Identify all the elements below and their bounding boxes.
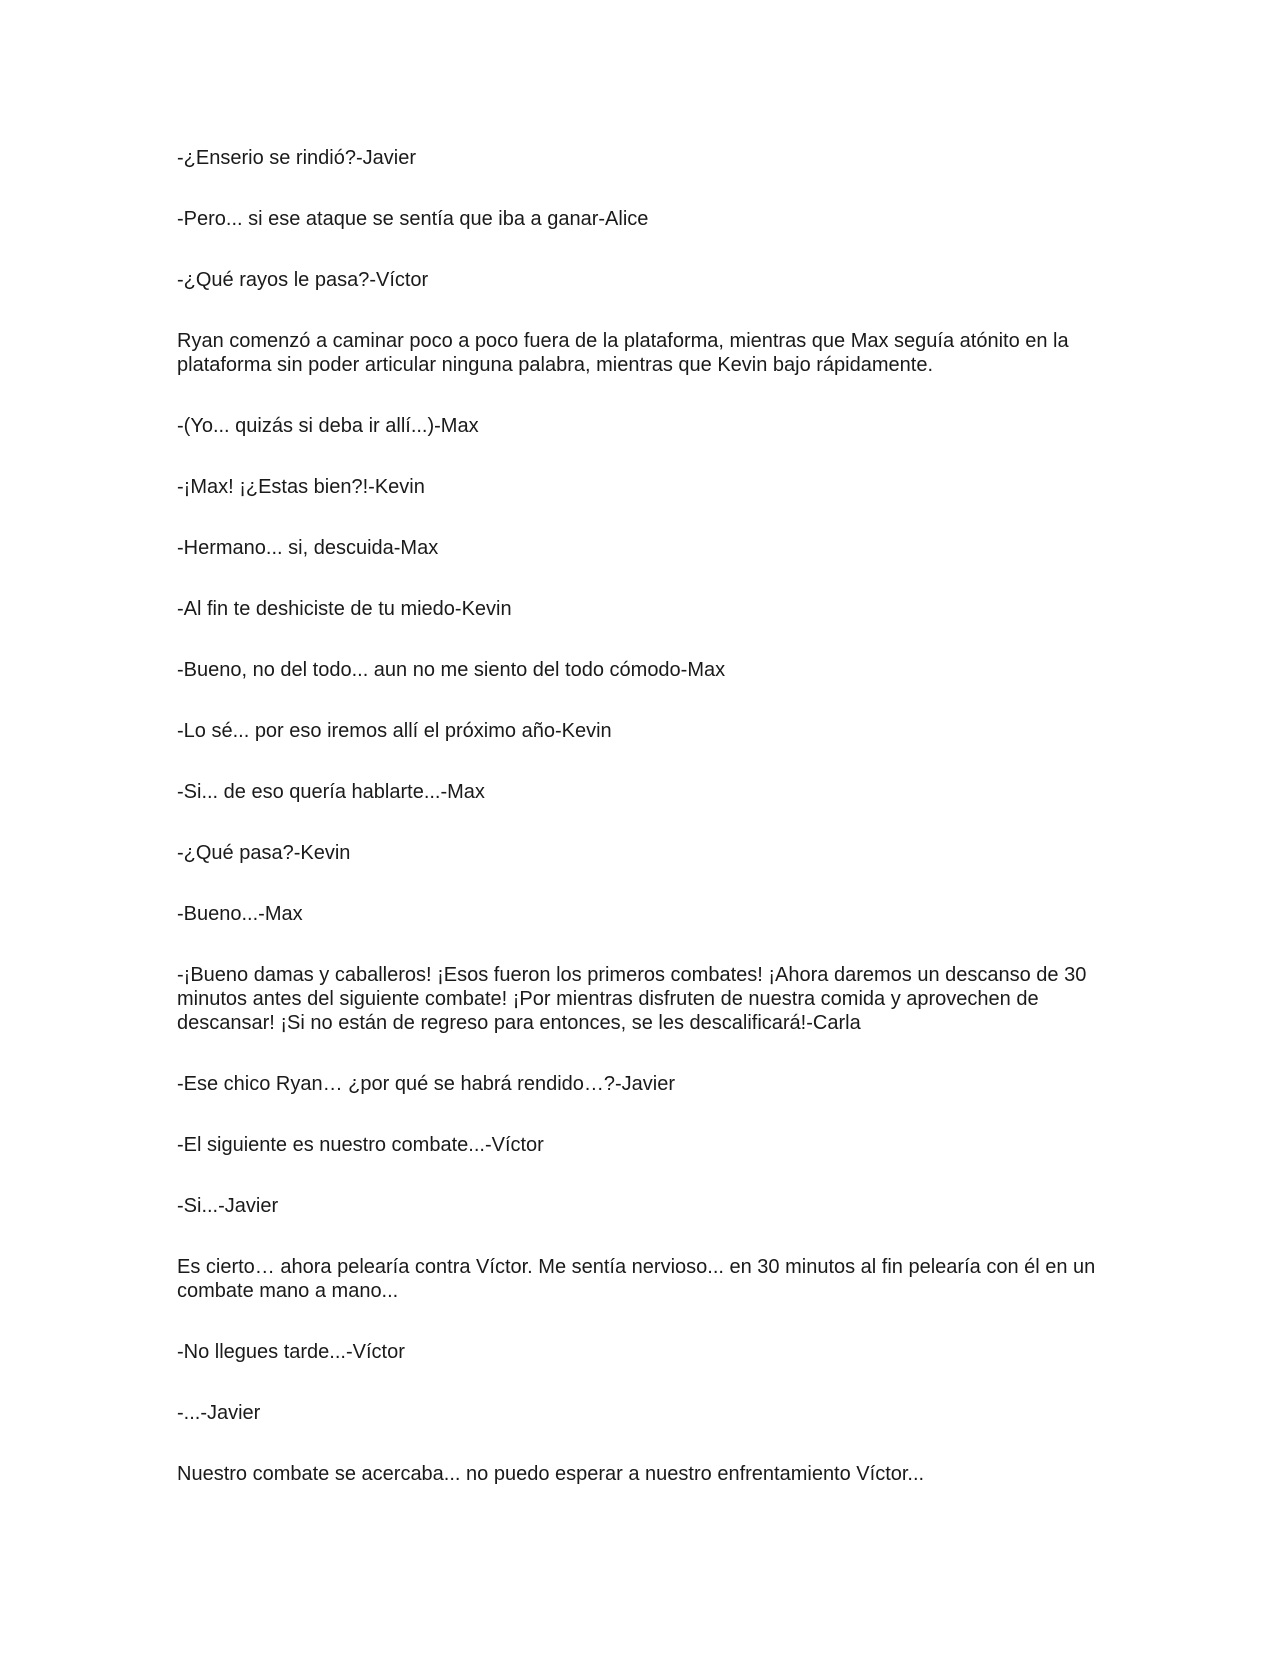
paragraph: -Pero... si ese ataque se sentía que iba a ganar-Alice [177, 208, 649, 230]
paragraph: -Bueno, no del todo... aun no me siento del todo cómodo-Max [177, 659, 726, 681]
paragraph: -¡Max! ¡¿Estas bien?!-Kevin [177, 476, 425, 498]
paragraph: -¿Qué rayos le pasa?-Víctor [177, 269, 429, 291]
paragraph: -No llegues tarde...-Víctor [177, 1341, 405, 1363]
paragraph: -¿Qué pasa?-Kevin [177, 842, 351, 864]
paragraph: -Ese chico Ryan… ¿por qué se habrá rendido…?-Javier [177, 1073, 676, 1095]
paragraph: -Lo sé... por eso iremos allí el próximo año-Kevin [177, 720, 612, 742]
paragraph: -Si...-Javier [177, 1195, 279, 1217]
paragraph: -Al fin te deshiciste de tu miedo-Kevin [177, 598, 512, 620]
paragraph: -Si... de eso quería hablarte...-Max [177, 781, 485, 803]
document-body [177, 146, 1107, 1523]
paragraph: Es cierto… ahora pelearía contra Víctor. Me sentía nervioso... en 30 minutos al fin pelearía con él en un combate mano a mano... [177, 1256, 1096, 1302]
paragraph: Ryan comenzó a caminar poco a poco fuera de la plataforma, mientras que Max seguía atónito en la plataforma sin poder articular ninguna palabra, mientras que Kevin bajo rápidamente. [177, 330, 1069, 376]
paragraph: Nuestro combate se acercaba... no puedo esperar a nuestro enfrentamiento Víctor... [177, 1463, 925, 1485]
paragraph: -El siguiente es nuestro combate...-Víctor [177, 1134, 544, 1156]
paragraph: -¿Enserio se rindió?-Javier [177, 147, 416, 169]
paragraph: -Bueno...-Max [177, 903, 303, 925]
paragraph: -Hermano... si, descuida-Max [177, 537, 439, 559]
paragraph: -¡Bueno damas y caballeros! ¡Esos fueron los primeros combates! ¡Ahora daremos un descanso de 30 minutos antes del siguiente combate! ¡Por mientras disfruten de nuestra comida y aprovechen de descansar! ¡Si no están de regreso para entonces, se les descalificará!-Carla [177, 964, 1087, 1034]
paragraph: -(Yo... quizás si deba ir allí...)-Max [177, 415, 479, 437]
paragraph: -...-Javier [177, 1402, 261, 1424]
